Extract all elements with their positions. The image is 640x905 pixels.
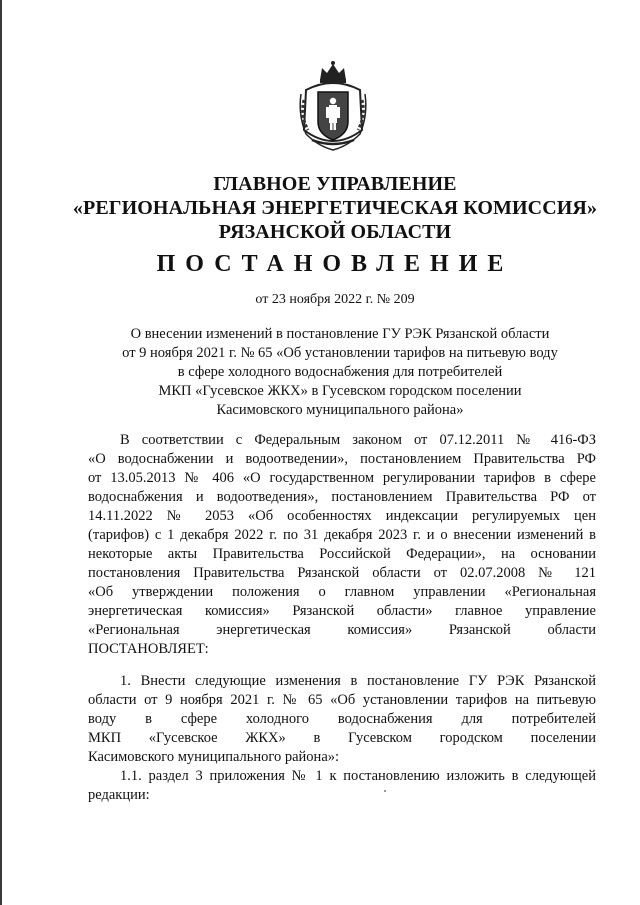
- preamble-line: водоснабжения и водоотведения», постановлением Правительства РФ от: [88, 489, 596, 505]
- document-type-title: ПОСТАНОВЛЕНИЕ: [156, 251, 514, 277]
- preamble-line: энергетическая комиссия» Рязанской области» главное управление: [88, 603, 596, 619]
- item-1-1-line: редакции:: [88, 787, 150, 803]
- preamble-line: (тарифов) с 1 декабря 2022 г. по 31 декабря 2023 г. и о внесении изменений в: [88, 527, 596, 543]
- preamble-line: «О водоснабжении и водоотведении», постановлением Правительства РФ: [88, 451, 596, 467]
- preamble-line: некоторые акты Правительства Российской Федерации», на основании: [88, 546, 596, 562]
- preamble-line: от 13.05.2013 № 406 «О государственном регулировании тарифов в сфере: [88, 470, 596, 486]
- item-1-line: области от 9 ноября 2021 г. № 65 «Об установлении тарифов на питьевую: [88, 692, 596, 708]
- scan-speck: [384, 790, 386, 792]
- ryazan-coat-of-arms-icon: [298, 60, 368, 152]
- org-name-line-3: РЯЗАНСКОЙ ОБЛАСТИ: [218, 221, 452, 243]
- subject-line: Касимовского муниципального района»: [216, 402, 464, 418]
- item-1-line: Касимовского муниципального района»:: [88, 749, 340, 765]
- preamble-line: «Об утверждении положения о главном управлении «Региональная: [88, 584, 596, 600]
- org-name-line-2: «РЕГИОНАЛЬНАЯ ЭНЕРГЕТИЧЕСКАЯ КОМИССИЯ»: [72, 197, 598, 219]
- subject-line: МКП «Гусевское ЖКХ» в Гусевском городском поселении: [158, 383, 522, 399]
- preamble-line: 14.11.2022 № 2053 «Об особенностях индексации регулируемых цен: [88, 508, 596, 524]
- item-1-line: МКП «Гусевское ЖКХ» в Гусевском городском поселении: [88, 730, 596, 746]
- subject-line: в сфере холодного водоснабжения для потребителей: [177, 364, 503, 380]
- preamble-line: В соответствии с Федеральным законом от 07.12.2011 № 416-ФЗ: [120, 432, 596, 448]
- item-1-line: 1. Внести следующие изменения в постановление ГУ РЭК Рязанской: [120, 673, 596, 689]
- org-name-line-1: ГЛАВНОЕ УПРАВЛЕНИЕ: [213, 173, 457, 195]
- scan-edge-line: [0, 0, 2, 905]
- preamble-line: постановления Правительства Рязанской области от 02.07.2008 № 121: [88, 565, 596, 581]
- item-1-line: воду в сфере холодного водоснабжения для потребителей: [88, 711, 596, 727]
- decree-keyword: ПОСТАНОВЛЯЕТ:: [88, 641, 209, 657]
- subject-line: от 9 ноября 2021 г. № 65 «Об установлении тарифов на питьевую воду: [122, 345, 558, 361]
- item-1-1-line: 1.1. раздел 3 приложения № 1 к постановлению изложить в следующей: [120, 768, 596, 784]
- document-date-number: от 23 ноября 2022 г. № 209: [255, 292, 415, 307]
- preamble-line: «Региональная энергетическая комиссия» Рязанской области: [88, 622, 596, 638]
- subject-line: О внесении изменений в постановление ГУ РЭК Рязанской области: [130, 326, 550, 342]
